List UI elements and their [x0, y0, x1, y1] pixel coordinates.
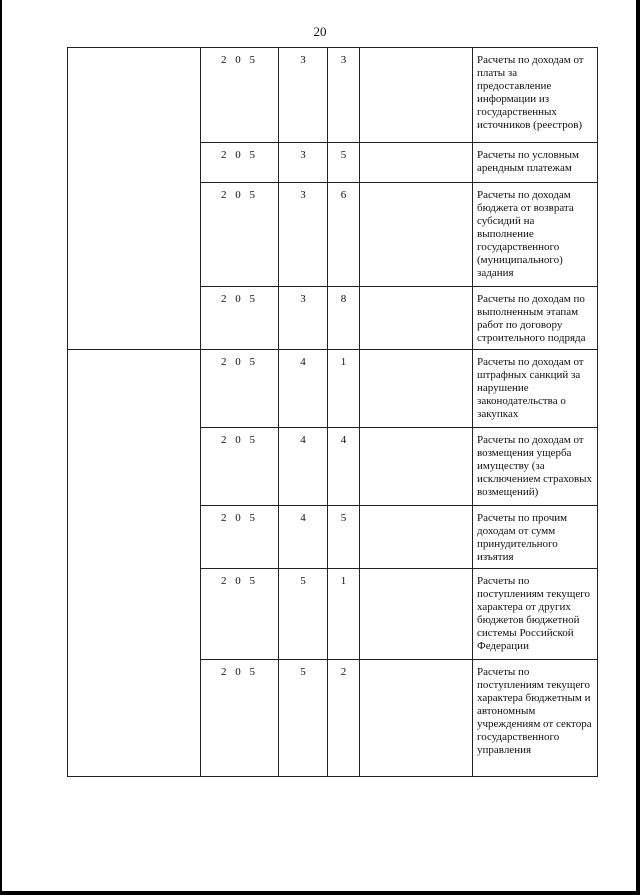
code-cell: 2 0 5 — [201, 48, 279, 143]
empty-cell — [360, 143, 473, 183]
description-cell: Расчеты по доходам по выполненным этапам работ по договору строительного подряда — [473, 287, 598, 350]
code-cell: 2 0 5 — [201, 569, 279, 660]
empty-cell — [360, 569, 473, 660]
description-cell: Расчеты по прочим доходам от сумм принудительного изъятия — [473, 506, 598, 569]
group-cell: 5 — [279, 660, 328, 777]
code-cell: 2 0 5 — [201, 506, 279, 569]
article-cell: 6 — [328, 183, 360, 287]
group-cell — [68, 48, 201, 350]
description-cell: Расчеты по доходам от возмещения ущерба имуществу (за исключением страховых возмещений) — [473, 428, 598, 506]
description-cell: Расчеты по поступлениям текущего характера от других бюджетов бюджетной системы Российской Федерации — [473, 569, 598, 660]
group-cell: 4 — [279, 428, 328, 506]
group-cell — [68, 350, 201, 777]
description-cell: Расчеты по условным арендным платежам — [473, 143, 598, 183]
group-cell: 4 — [279, 506, 328, 569]
empty-cell — [360, 183, 473, 287]
group-cell: 3 — [279, 48, 328, 143]
table-row — [68, 48, 598, 143]
code-cell: 2 0 5 — [201, 287, 279, 350]
description-cell: Расчеты по доходам от штрафных санкций за нарушение законодательства о закупках — [473, 350, 598, 428]
article-cell: 8 — [328, 287, 360, 350]
group-cell: 5 — [279, 569, 328, 660]
table-row — [68, 350, 598, 428]
article-cell: 1 — [328, 350, 360, 428]
article-cell: 5 — [328, 143, 360, 183]
group-cell: 3 — [279, 183, 328, 287]
empty-cell — [360, 506, 473, 569]
code-cell: 2 0 5 — [201, 350, 279, 428]
accounts-table — [67, 47, 598, 777]
page-number: 20 — [313, 24, 327, 39]
code-cell: 2 0 5 — [201, 143, 279, 183]
empty-cell — [360, 350, 473, 428]
scan-edge-left — [0, 0, 2, 895]
article-cell: 1 — [328, 569, 360, 660]
empty-cell — [360, 428, 473, 506]
code-cell: 2 0 5 — [201, 660, 279, 777]
group-cell: 3 — [279, 287, 328, 350]
empty-cell — [360, 287, 473, 350]
code-cell: 2 0 5 — [201, 428, 279, 506]
empty-cell — [360, 660, 473, 777]
scan-edge-right — [636, 0, 640, 895]
group-cell: 3 — [279, 143, 328, 183]
description-cell: Расчеты по поступлениям текущего характера бюджетным и автономным учреждениям от сектора государственного управления — [473, 660, 598, 777]
article-cell: 5 — [328, 506, 360, 569]
description-cell: Расчеты по доходам бюджета от возврата субсидий на выполнение государственного (муниципального) задания — [473, 183, 598, 287]
empty-cell — [360, 48, 473, 143]
code-cell: 2 0 5 — [201, 183, 279, 287]
description-cell: Расчеты по доходам от платы за предоставление информации из государственных источников (реестров) — [473, 48, 598, 143]
group-cell: 4 — [279, 350, 328, 428]
scan-edge-bottom — [0, 891, 640, 895]
article-cell: 4 — [328, 428, 360, 506]
article-cell: 3 — [328, 48, 360, 143]
article-cell: 2 — [328, 660, 360, 777]
